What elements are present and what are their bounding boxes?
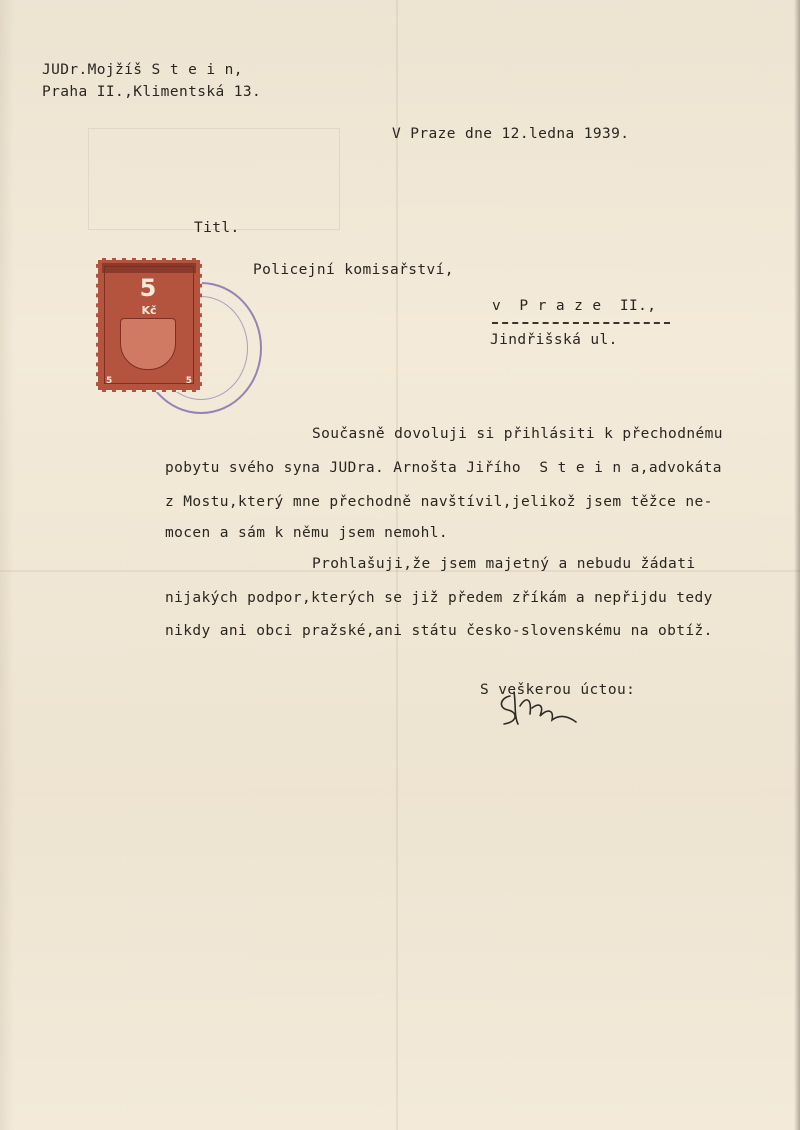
revenue-stamp-corner-left: 5 [106, 376, 113, 386]
salutation: Titl. [194, 220, 240, 236]
closing: S veškerou úctou: [480, 682, 636, 698]
body-p1-line2: pobytu svého syna JUDra. Arnošta Jiřího S t e i n a,advokáta [165, 460, 722, 476]
revenue-stamp-value: 5 [139, 274, 157, 302]
faint-registry-stamp [88, 128, 340, 230]
revenue-stamp-unit: Kč [141, 304, 157, 317]
recipient-office: Policejní komisařství, [253, 262, 454, 278]
paper-edge-shadow [794, 0, 800, 1130]
body-p1-line3: z Mostu,který mne přechodně navštívil,jelikož jsem těžce ne- [165, 494, 713, 510]
handwritten-signature [496, 686, 586, 730]
body-p2-line3: nikdy ani obci pražské,ani státu česko-slovenskému na obtíž. [165, 623, 713, 639]
recipient-city: v P r a z e II., [492, 298, 657, 314]
sender-name: JUDr.Mojžíš S t e i n, [42, 62, 243, 78]
lion-shield-icon [120, 318, 176, 370]
revenue-stamp-corner-right: 5 [185, 376, 192, 386]
body-p2-line1: Prohlašuji,že jsem majetný a nebudu žádati [312, 556, 696, 572]
recipient-street: Jindřišská ul. [490, 332, 618, 348]
body-p1-line1: Současně dovoluji si přihlásiti k přechodnému [312, 426, 723, 442]
sender-address: Praha II.,Klimentská 13. [42, 84, 262, 100]
revenue-stamp [96, 258, 202, 392]
body-p2-line2: nijakých podpor,kterých se již předem zříkám a nepřijdu tedy [165, 590, 713, 606]
body-p1-line4: mocen a sám k němu jsem nemohl. [165, 525, 449, 541]
underline-dashes [492, 322, 670, 326]
date-line: V Praze dne 12.ledna 1939. [392, 126, 630, 142]
